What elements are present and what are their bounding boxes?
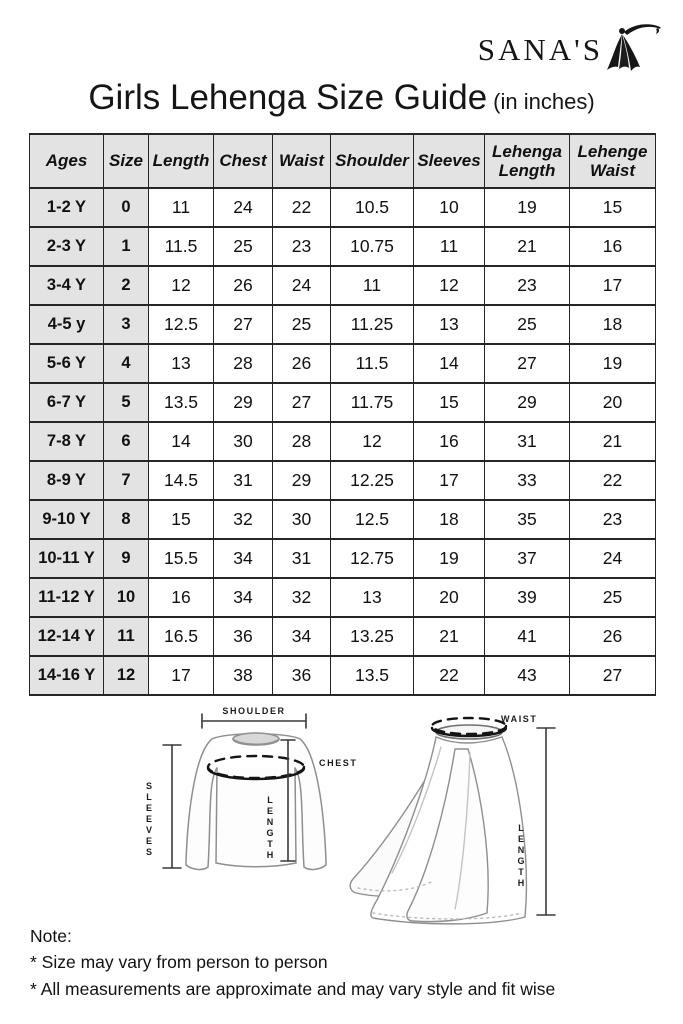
measurement-cell: 32 <box>273 578 331 617</box>
measurement-cell: 21 <box>570 422 656 461</box>
measurement-cell: 28 <box>273 422 331 461</box>
measurement-cell: 27 <box>273 383 331 422</box>
page-title <box>0 78 683 118</box>
measurement-cell: 31 <box>273 539 331 578</box>
measurement-cell: 23 <box>273 227 331 266</box>
page-title-units: (in inches) <box>493 89 595 114</box>
size-cell: 2 <box>104 266 149 305</box>
sleeves-label: SLEEVES <box>144 781 154 858</box>
measurement-cell: 24 <box>214 188 273 227</box>
measurement-cell: 37 <box>485 539 570 578</box>
age-cell: 5-6 Y <box>30 344 104 383</box>
measurement-cell: 24 <box>273 266 331 305</box>
measurement-cell: 31 <box>485 422 570 461</box>
size-cell: 5 <box>104 383 149 422</box>
header-row <box>30 134 656 188</box>
size-cell: 8 <box>104 500 149 539</box>
measurement-cell: 16 <box>149 578 214 617</box>
size-cell: 1 <box>104 227 149 266</box>
measurement-cell: 23 <box>485 266 570 305</box>
size-table-body <box>30 188 656 695</box>
waist-label: WAIST <box>501 714 538 724</box>
table-row <box>30 188 656 227</box>
measurement-cell: 35 <box>485 500 570 539</box>
measurement-cell: 41 <box>485 617 570 656</box>
measurement-cell: 15.5 <box>149 539 214 578</box>
measurement-cell: 14 <box>149 422 214 461</box>
measurement-diagram <box>0 695 683 930</box>
column-header: Length <box>149 134 214 188</box>
table-row <box>30 500 656 539</box>
brand-name: SANA'S <box>477 32 603 67</box>
measurement-cell: 29 <box>214 383 273 422</box>
measurement-cell: 26 <box>214 266 273 305</box>
table-row <box>30 617 656 656</box>
measurement-cell: 38 <box>214 656 273 695</box>
age-cell: 3-4 Y <box>30 266 104 305</box>
age-cell: 1-2 Y <box>30 188 104 227</box>
age-cell: 4-5 y <box>30 305 104 344</box>
measurement-cell: 27 <box>214 305 273 344</box>
shoulder-label: SHOULDER <box>222 706 286 716</box>
table-row <box>30 578 656 617</box>
measurement-cell: 11 <box>331 266 414 305</box>
measurement-cell: 28 <box>214 344 273 383</box>
size-cell: 11 <box>104 617 149 656</box>
column-header: Chest <box>214 134 273 188</box>
measurement-cell: 25 <box>214 227 273 266</box>
column-header: Size <box>104 134 149 188</box>
measurement-cell: 11.25 <box>331 305 414 344</box>
size-cell: 12 <box>104 656 149 695</box>
measurement-cell: 25 <box>485 305 570 344</box>
measurement-cell: 19 <box>485 188 570 227</box>
measurement-cell: 13 <box>414 305 485 344</box>
measurement-cell: 26 <box>273 344 331 383</box>
measurement-cell: 19 <box>414 539 485 578</box>
measurement-cell: 12.25 <box>331 461 414 500</box>
size-cell: 10 <box>104 578 149 617</box>
measurement-cell: 14 <box>414 344 485 383</box>
measurement-cell: 26 <box>570 617 656 656</box>
measurement-cell: 15 <box>149 500 214 539</box>
measurement-cell: 10 <box>414 188 485 227</box>
brand-logo <box>478 22 663 78</box>
measurement-cell: 27 <box>485 344 570 383</box>
measurement-cell: 10.5 <box>331 188 414 227</box>
note-line: * All measurements are approximate and may vary style and fit wise <box>30 978 556 999</box>
table-row <box>30 266 656 305</box>
shoulder-measure-line <box>202 714 306 728</box>
measurement-cell: 12.5 <box>149 305 214 344</box>
measurement-cell: 43 <box>485 656 570 695</box>
measurement-cell: 34 <box>214 578 273 617</box>
column-header: Sleeves <box>414 134 485 188</box>
waist-measure-ellipse <box>432 718 506 739</box>
age-cell: 7-8 Y <box>30 422 104 461</box>
measurement-cell: 17 <box>149 656 214 695</box>
garment-diagram-art <box>0 695 683 930</box>
age-cell: 6-7 Y <box>30 383 104 422</box>
table-row <box>30 344 656 383</box>
table-row <box>30 539 656 578</box>
woman-dress-icon <box>605 22 663 78</box>
age-cell: 8-9 Y <box>30 461 104 500</box>
measurement-cell: 30 <box>214 422 273 461</box>
size-cell: 7 <box>104 461 149 500</box>
sleeves-measure-line <box>163 745 181 868</box>
measurement-cell: 27 <box>570 656 656 695</box>
chest-label: CHEST <box>319 758 358 768</box>
measurement-cell: 21 <box>485 227 570 266</box>
measurement-cell: 36 <box>214 617 273 656</box>
measurement-cell: 22 <box>414 656 485 695</box>
page-title-main: Girls Lehenga Size Guide <box>88 78 488 117</box>
age-cell: 14-16 Y <box>30 656 104 695</box>
lehenga-length-label: LENGTH <box>516 823 526 889</box>
size-cell: 0 <box>104 188 149 227</box>
size-table <box>29 133 656 696</box>
measurement-cell: 11 <box>149 188 214 227</box>
measurement-cell: 16.5 <box>149 617 214 656</box>
age-cell: 12-14 Y <box>30 617 104 656</box>
measurement-cell: 31 <box>214 461 273 500</box>
lehenga-length-measure-line <box>537 728 555 915</box>
table-row <box>30 461 656 500</box>
measurement-cell: 19 <box>570 344 656 383</box>
age-cell: 11-12 Y <box>30 578 104 617</box>
measurement-cell: 10.75 <box>331 227 414 266</box>
table-row <box>30 305 656 344</box>
size-cell: 3 <box>104 305 149 344</box>
measurement-cell: 23 <box>570 500 656 539</box>
size-cell: 9 <box>104 539 149 578</box>
note-heading: Note: <box>30 926 72 946</box>
measurement-cell: 13.5 <box>331 656 414 695</box>
table-row <box>30 227 656 266</box>
measurement-cell: 17 <box>570 266 656 305</box>
column-header: Lehenga Length <box>485 134 570 188</box>
shirt-outline <box>186 733 326 869</box>
lehenga-outline <box>350 737 526 924</box>
measurement-cell: 34 <box>214 539 273 578</box>
measurement-cell: 33 <box>485 461 570 500</box>
measurement-cell: 13 <box>149 344 214 383</box>
size-table-head <box>30 134 656 188</box>
measurement-cell: 25 <box>273 305 331 344</box>
column-header: Lehenge Waist <box>570 134 656 188</box>
measurement-cell: 13 <box>331 578 414 617</box>
measurement-cell: 39 <box>485 578 570 617</box>
table-row <box>30 422 656 461</box>
measurement-cell: 29 <box>273 461 331 500</box>
column-header: Waist <box>273 134 331 188</box>
measurement-cell: 22 <box>273 188 331 227</box>
age-cell: 10-11 Y <box>30 539 104 578</box>
measurement-cell: 12 <box>331 422 414 461</box>
measurement-cell: 12 <box>414 266 485 305</box>
measurement-cell: 11.5 <box>331 344 414 383</box>
measurement-cell: 14.5 <box>149 461 214 500</box>
measurement-cell: 32 <box>214 500 273 539</box>
measurement-cell: 18 <box>414 500 485 539</box>
lehenga-diagram <box>350 718 555 924</box>
table-row <box>30 656 656 695</box>
measurement-cell: 12 <box>149 266 214 305</box>
measurement-cell: 21 <box>414 617 485 656</box>
table-row <box>30 383 656 422</box>
measurement-cell: 11.75 <box>331 383 414 422</box>
measurement-cell: 16 <box>414 422 485 461</box>
column-header: Shoulder <box>331 134 414 188</box>
size-cell: 4 <box>104 344 149 383</box>
measurement-cell: 13.5 <box>149 383 214 422</box>
age-cell: 2-3 Y <box>30 227 104 266</box>
measurement-cell: 16 <box>570 227 656 266</box>
measurement-cell: 17 <box>414 461 485 500</box>
measurement-cell: 12.5 <box>331 500 414 539</box>
age-cell: 9-10 Y <box>30 500 104 539</box>
note-line: * Size may vary from person to person <box>30 952 328 972</box>
measurement-cell: 22 <box>570 461 656 500</box>
shirt-diagram <box>163 714 326 869</box>
measurement-cell: 34 <box>273 617 331 656</box>
measurement-cell: 15 <box>570 188 656 227</box>
measurement-cell: 20 <box>414 578 485 617</box>
measurement-cell: 25 <box>570 578 656 617</box>
note-section <box>30 926 555 1004</box>
measurement-cell: 18 <box>570 305 656 344</box>
measurement-cell: 15 <box>414 383 485 422</box>
measurement-cell: 20 <box>570 383 656 422</box>
measurement-cell: 36 <box>273 656 331 695</box>
column-header: Ages <box>30 134 104 188</box>
measurement-cell: 29 <box>485 383 570 422</box>
measurement-cell: 13.25 <box>331 617 414 656</box>
measurement-cell: 24 <box>570 539 656 578</box>
measurement-cell: 12.75 <box>331 539 414 578</box>
shirt-length-label: LENGTH <box>265 795 275 861</box>
measurement-cell: 11.5 <box>149 227 214 266</box>
measurement-cell: 30 <box>273 500 331 539</box>
measurement-cell: 11 <box>414 227 485 266</box>
size-cell: 6 <box>104 422 149 461</box>
